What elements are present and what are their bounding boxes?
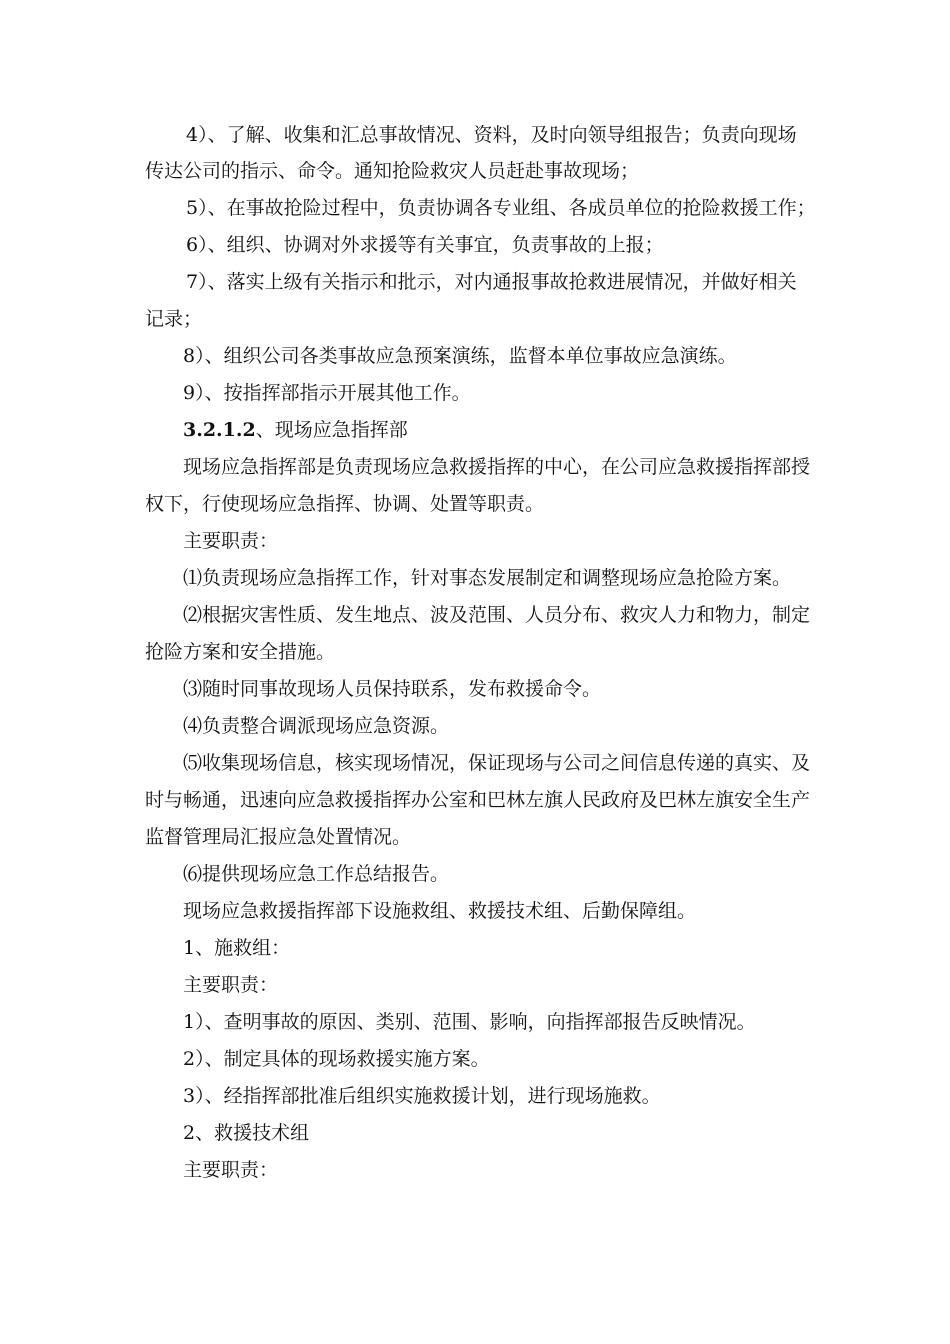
paragraph-item-7-line-1: 7）、落实上级有关指示和批示，对内通报事故抢救进展情况，并做好相关	[186, 271, 797, 293]
duty-1: ⑴负责现场应急指挥工作，针对事态发展制定和调整现场应急抢险方案。	[183, 567, 792, 589]
section-title: 、现场应急指挥部	[255, 419, 408, 441]
section-intro-line-1: 现场应急指挥部是负责现场应急救援指挥的中心，在公司应急救援指挥部授	[183, 456, 811, 478]
duty-4: ⑷负责整合调派现场应急资源。	[183, 715, 450, 737]
group-2-duties-label: 主要职责：	[183, 1159, 279, 1181]
duty-2-line-2: 抢险方案和安全措施。	[145, 641, 336, 663]
section-intro-line-2: 权下，行使现场应急指挥、协调、处置等职责。	[145, 493, 545, 515]
subgroups-intro: 现场应急救援指挥部下设施救组、救援技术组、后勤保障组。	[183, 900, 697, 922]
paragraph-item-4-line-1: 4）、了解、收集和汇总事故情况、资料，及时向领导组报告；负责向现场	[186, 124, 797, 146]
section-number: 3.2.1.2	[183, 419, 256, 441]
group-1-duties-label: 主要职责：	[183, 974, 279, 996]
paragraph-item-7-line-2: 记录；	[145, 308, 203, 330]
duty-2-line-1: ⑵根据灾害性质、发生地点、波及范围、人员分布、救灾人力和物力，制定	[183, 604, 811, 626]
paragraph-item-6: 6）、组织、协调对外求援等有关事宜，负责事故的上报；	[186, 234, 664, 256]
duty-6: ⑹提供现场应急工作总结报告。	[183, 863, 450, 885]
duty-5-line-3: 监督管理局汇报应急处置情况。	[145, 826, 412, 848]
main-duties-label: 主要职责：	[183, 530, 279, 552]
group-2-heading: 2、救援技术组	[183, 1122, 310, 1144]
group-1-duty-2: 2）、制定具体的现场救援实施方案。	[183, 1048, 490, 1070]
section-heading	[183, 418, 408, 442]
group-1-duty-1: 1）、查明事故的原因、类别、范围、影响，向指挥部报告反映情况。	[183, 1011, 756, 1033]
duty-3: ⑶随时同事故现场人员保持联系，发布救援命令。	[183, 678, 602, 700]
paragraph-item-9: 9）、按指挥部指示开展其他工作。	[183, 382, 471, 404]
paragraph-item-8: 8）、组织公司各类事故应急预案演练，监督本单位事故应急演练。	[183, 345, 737, 367]
paragraph-item-4-line-2: 传达公司的指示、命令。通知抢险救灾人员赶赴事故现场；	[145, 160, 640, 182]
duty-5-line-2: 时与畅通，迅速向应急救援指挥办公室和巴林左旗人民政府及巴林左旗安全生产	[145, 789, 811, 811]
duty-5-line-1: ⑸收集现场信息，核实现场情况，保证现场与公司之间信息传递的真实、及	[183, 752, 811, 774]
group-1-duty-3: 3）、经指挥部批准后组织实施救援计划，进行现场施救。	[183, 1085, 661, 1107]
group-1-heading: 1、施救组：	[183, 937, 291, 959]
paragraph-item-5: 5）、在事故抢险过程中，负责协调各专业组、各成员单位的抢险救援工作；	[186, 197, 816, 219]
